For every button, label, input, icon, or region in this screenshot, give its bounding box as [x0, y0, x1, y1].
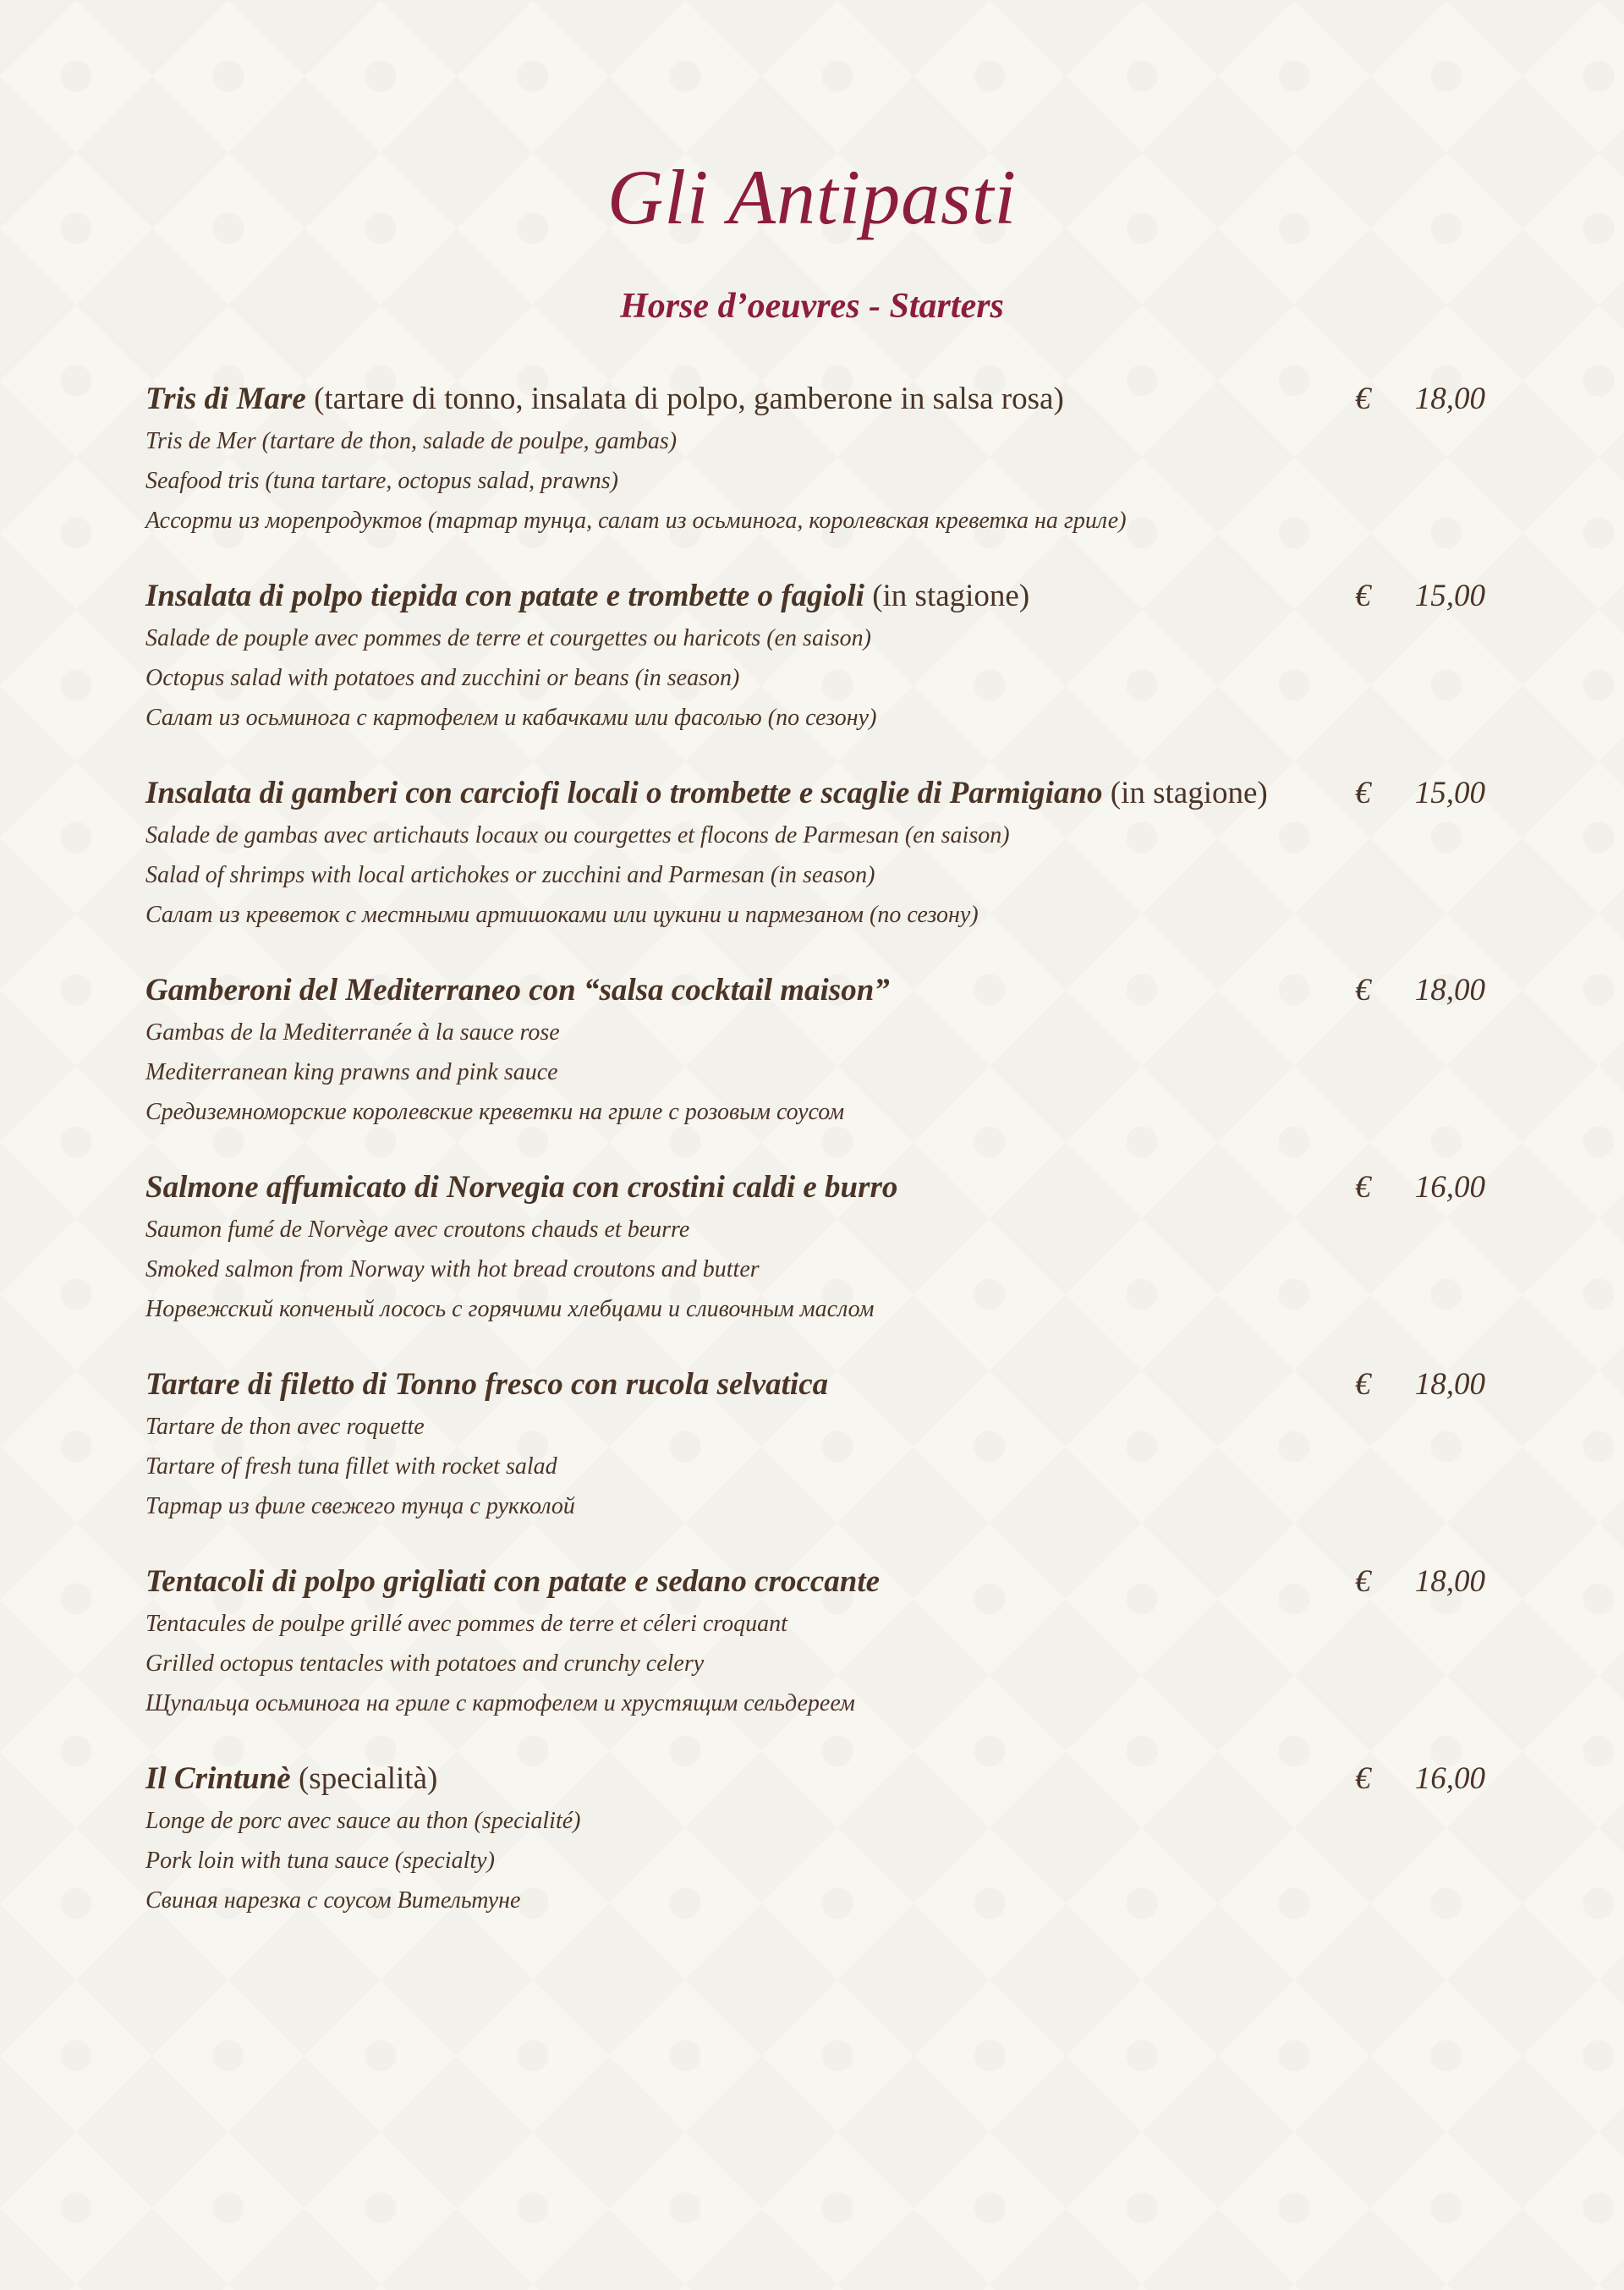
dish-french: Gambas de la Mediterranée à la sauce rose — [145, 1019, 560, 1046]
currency-symbol: € — [1355, 1564, 1371, 1599]
dish-price: 18,00 — [1414, 1367, 1485, 1402]
dish-english: Octopus salad with potatoes and zucchini or beans (in season) — [145, 665, 740, 691]
currency-symbol: € — [1355, 579, 1371, 613]
dish-english: Pork loin with tuna sauce (specialty) — [145, 1848, 495, 1874]
dish-english: Mediterranean king prawns and pink sauce — [145, 1059, 558, 1085]
dish-name: Salmone affumicato di Norvegia con crostini caldi e burro — [145, 1170, 898, 1205]
dish-russian: Ассорти из морепродуктов (тартар тунца, салат из осьминога, королевская креветка на гриле) — [145, 508, 1127, 534]
dish-name: Insalata di polpo tiepida con patate e trombette o fagioli — [145, 579, 864, 613]
dish-french: Longe de porc avec sauce au thon (specialité) — [145, 1808, 581, 1834]
dish-russian: Салат из осьминога с картофелем и кабачками или фасолью (по сезону) — [145, 705, 877, 731]
dish-price: 16,00 — [1414, 1761, 1485, 1796]
currency-symbol: € — [1355, 1367, 1371, 1402]
menu-item — [145, 1560, 1499, 1757]
menu-item — [145, 377, 1499, 574]
menu-item — [145, 969, 1499, 1166]
dish-name-line — [145, 1560, 1330, 1604]
dish-name-line — [145, 969, 1330, 1013]
dish-name: Insalata di gamberi con carciofi locali o trombette e scaglie di Parmigiano — [145, 776, 1103, 810]
dish-price: 15,00 — [1414, 776, 1485, 810]
dish-english: Seafood tris (tuna tartare, octopus salad, prawns) — [145, 468, 618, 494]
dish-note: (in stagione) — [864, 579, 1030, 613]
dish-russian: Свиная нарезка с соусом Вительтуне — [145, 1887, 521, 1914]
dish-name-line — [145, 1363, 1330, 1407]
dish-english: Salad of shrimps with local artichokes or zucchini and Parmesan (in season) — [145, 862, 875, 888]
dish-price: 18,00 — [1414, 382, 1485, 416]
dish-russian: Тартар из филе свежего тунца с рукколой — [145, 1493, 575, 1519]
dish-french: Tentacules de poulpe grillé avec pommes de terre et céleri croquant — [145, 1611, 787, 1637]
dish-name-line — [145, 377, 1330, 421]
currency-symbol: € — [1355, 776, 1371, 810]
currency-symbol: € — [1355, 1170, 1371, 1205]
dish-price: 18,00 — [1414, 1564, 1485, 1599]
dish-russian: Щупальца осьминога на гриле с картофелем и хрустящим сельдереем — [145, 1690, 855, 1716]
dish-name: Tentacoli di polpo grigliati con patate e sedano croccante — [145, 1564, 881, 1599]
dish-name-line — [145, 772, 1330, 816]
dish-name: Il Crintunè — [145, 1761, 291, 1796]
dish-name: Tartare di filetto di Tonno fresco con rucola selvatica — [145, 1367, 829, 1402]
dish-french: Tartare de thon avec roquette — [145, 1414, 425, 1440]
menu-item — [145, 574, 1499, 772]
dish-name: Gamberoni del Mediterraneo con “salsa cocktail maison” — [145, 973, 890, 1008]
menu-item — [145, 1757, 1499, 1954]
dish-note: (specialità) — [290, 1761, 438, 1796]
currency-symbol: € — [1355, 382, 1371, 416]
dish-name-line — [145, 574, 1330, 618]
dish-name-line — [145, 1166, 1330, 1210]
dish-english: Tartare of fresh tuna fillet with rocket salad — [145, 1453, 557, 1480]
menu-item — [145, 1166, 1499, 1363]
dish-french: Saumon fumé de Norvège avec croutons chauds et beurre — [145, 1216, 690, 1243]
currency-symbol: € — [1355, 1761, 1371, 1796]
dish-price: 15,00 — [1414, 579, 1485, 613]
dish-note: (in stagione) — [1102, 776, 1268, 810]
menu-item — [145, 1363, 1499, 1560]
dish-russian: Норвежский копченый лосось с горячими хлебцами и сливочным маслом — [145, 1296, 875, 1322]
dish-french: Tris de Mer (tartare de thon, salade de poulpe, gambas) — [145, 428, 678, 454]
dish-note: (tartare di tonno, insalata di polpo, gamberone in salsa rosa) — [305, 382, 1064, 416]
dish-english: Grilled octopus tentacles with potatoes and crunchy celery — [145, 1650, 705, 1677]
dish-price: 18,00 — [1414, 973, 1485, 1008]
currency-symbol: € — [1355, 973, 1371, 1008]
page-title: Gli Antipasti — [606, 154, 1018, 240]
dish-russian: Средиземноморские королевские креветки на гриле с розовым соусом — [145, 1099, 845, 1125]
page-subtitle: Horse d’oeuvres - Starters — [620, 287, 1004, 326]
dish-english: Smoked salmon from Norway with hot bread croutons and butter — [145, 1256, 760, 1282]
dish-price: 16,00 — [1414, 1170, 1485, 1205]
dish-french: Salade de pouple avec pommes de terre et courgettes ou haricots (en saison) — [145, 625, 871, 651]
dish-name-line — [145, 1757, 1330, 1801]
menu-list — [145, 377, 1499, 1954]
menu-item — [145, 772, 1499, 969]
dish-french: Salade de gambas avec artichauts locaux ou courgettes et flocons de Parmesan (en saison) — [145, 822, 1010, 848]
dish-name: Tris di Mare — [145, 382, 306, 416]
dish-russian: Салат из креветок с местными артишоками или цукини и пармезаном (по сезону) — [145, 902, 979, 928]
